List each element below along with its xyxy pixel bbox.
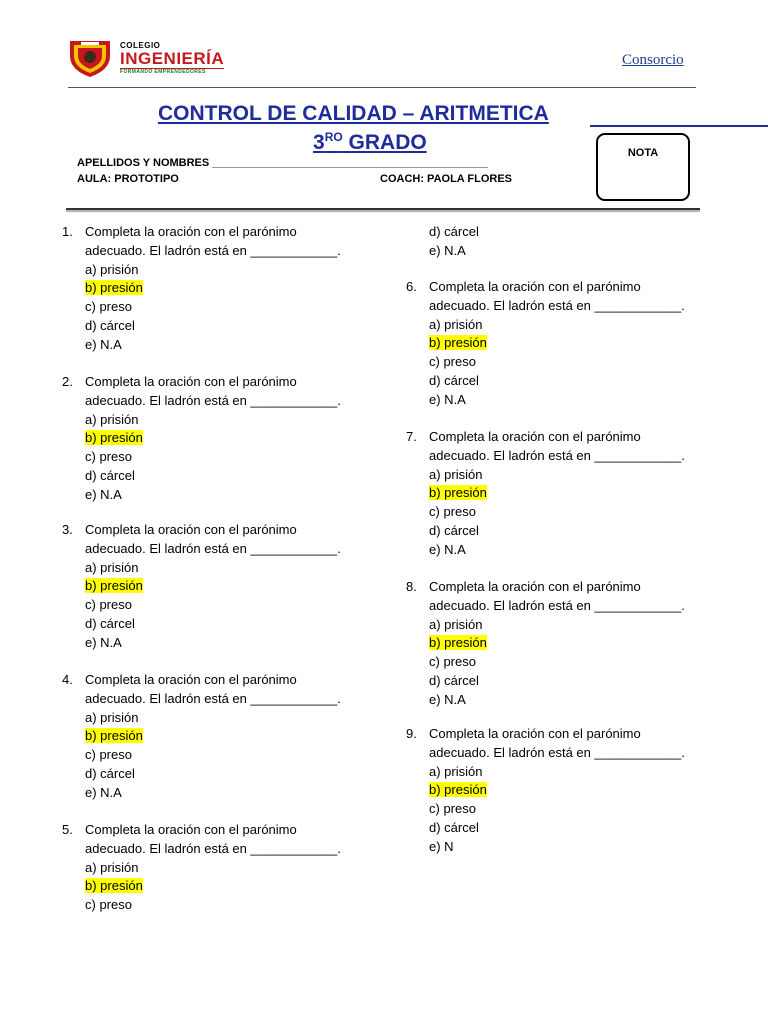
question-8 (406, 578, 726, 710)
question-text-line2: adecuado. El ladrón está en ____________. (85, 540, 341, 556)
option-c: c) preso (85, 299, 132, 315)
question-text-line2: adecuado. El ladrón está en ____________. (429, 597, 685, 613)
option-d: d) cárcel (85, 765, 135, 781)
question-text-line1: Completa la oración con el parónimo (429, 726, 641, 741)
question-text-line2: adecuado. El ladrón está en ____________. (85, 840, 341, 856)
option-e: e) N.A (429, 541, 466, 557)
aula-label: AULA: PROTOTIPO (77, 173, 179, 185)
question-text-line1: Completa la oración con el parónimo (85, 672, 297, 687)
question-text-line2: adecuado. El ladrón está en ____________. (429, 447, 685, 463)
header-divider (68, 87, 696, 88)
option-b-highlighted: b) presión (429, 335, 487, 351)
option-e: e) N (429, 838, 454, 854)
question-number: 7. (406, 429, 417, 444)
option-b-highlighted: b) presión (85, 280, 143, 296)
option-e: e) N.A (85, 634, 122, 650)
page-title: CONTROL DE CALIDAD – ARITMETICA (158, 102, 549, 125)
grade-superscript: RO (324, 130, 343, 144)
question-2 (62, 373, 382, 505)
grade-word: GRADO (342, 131, 427, 154)
option-b-highlighted: b) presión (85, 878, 143, 894)
question-number: 5. (62, 822, 73, 837)
option-d: d) cárcel (429, 224, 479, 239)
option-a: a) prisión (429, 763, 483, 779)
option-c: c) preso (85, 597, 132, 613)
option-c: c) preso (85, 897, 132, 913)
question-text-line1: Completa la oración con el parónimo (429, 579, 641, 594)
option-d: d) cárcel (85, 467, 135, 483)
question-text-line2: adecuado. El ladrón está en ____________. (429, 297, 685, 313)
question-number: 3. (62, 522, 73, 537)
option-a: a) prisión (85, 859, 139, 875)
school-shield-icon (68, 38, 112, 78)
question-5 (62, 821, 382, 915)
question-6 (406, 278, 726, 410)
option-c: c) preso (85, 747, 132, 763)
question-1 (62, 223, 382, 355)
question-text-line1: Completa la oración con el parónimo (429, 429, 641, 444)
apellidos-field: APELLIDOS Y NOMBRES _____________________________________________ (77, 157, 488, 169)
question-3 (62, 521, 382, 653)
question-text-line1: Completa la oración con el parónimo (85, 522, 297, 537)
option-b-highlighted: b) presión (429, 485, 487, 501)
logo-name: INGENIERÍA (120, 49, 225, 68)
question-number: 9. (406, 726, 417, 741)
question-text-line2: adecuado. El ladrón está en ____________. (85, 690, 341, 706)
question-number: 8. (406, 579, 417, 594)
option-c: c) preso (429, 801, 476, 817)
nota-box (596, 133, 690, 201)
option-c: c) preso (429, 654, 476, 670)
option-a: a) prisión (85, 709, 139, 725)
title-underline (590, 125, 768, 127)
question-7 (406, 428, 726, 560)
question-text-line2: adecuado. El ladrón está en ____________. (85, 242, 341, 258)
section-divider (66, 208, 700, 210)
option-e: e) N.A (429, 242, 466, 258)
question-text-line2: adecuado. El ladrón está en ____________. (429, 744, 685, 760)
option-b-highlighted: b) presión (429, 782, 487, 798)
option-a: a) prisión (85, 411, 139, 427)
logo-tagline: FORMANDO EMPRENDEDORES (120, 68, 224, 76)
option-e: e) N.A (429, 391, 466, 407)
option-b-highlighted: b) presión (85, 578, 143, 594)
question-9 (406, 725, 726, 857)
question-text-line1: Completa la oración con el parónimo (85, 374, 297, 389)
option-d: d) cárcel (429, 672, 479, 688)
option-d: d) cárcel (429, 372, 479, 388)
question-text-line1: Completa la oración con el parónimo (429, 279, 641, 294)
option-e: e) N.A (85, 784, 122, 800)
option-c: c) preso (429, 504, 476, 520)
option-d: d) cárcel (429, 819, 479, 835)
option-e: e) N.A (429, 691, 466, 707)
grade-number: 3 (313, 131, 325, 154)
option-a: a) prisión (429, 466, 483, 482)
option-b-highlighted: b) presión (429, 635, 487, 651)
coach-label: COACH: PAOLA FLORES (380, 173, 512, 185)
question-4 (62, 671, 382, 803)
logo-top-text: COLEGIO (120, 41, 161, 50)
option-a: a) prisión (429, 316, 483, 332)
option-e: e) N.A (85, 486, 122, 502)
question-text-line2: adecuado. El ladrón está en ____________. (85, 392, 341, 408)
school-logo (68, 38, 258, 78)
option-d: d) cárcel (85, 615, 135, 631)
option-d: d) cárcel (429, 522, 479, 538)
question-text-line1: Completa la oración con el parónimo (85, 224, 297, 239)
option-a: a) prisión (85, 261, 139, 277)
grade-heading (313, 130, 427, 155)
question-number: 2. (62, 374, 73, 389)
option-c: c) preso (85, 449, 132, 465)
option-b-highlighted: b) presión (85, 430, 143, 446)
consorcio-link[interactable]: Consorcio (622, 52, 684, 68)
question-5-continued (406, 223, 726, 261)
question-number: 6. (406, 279, 417, 294)
question-number: 1. (62, 224, 73, 239)
nota-label: NOTA (627, 147, 659, 159)
option-c: c) preso (429, 354, 476, 370)
question-text-line1: Completa la oración con el parónimo (85, 822, 297, 837)
option-d: d) cárcel (85, 317, 135, 333)
option-a: a) prisión (85, 559, 139, 575)
option-e: e) N.A (85, 336, 122, 352)
question-number: 4. (62, 672, 73, 687)
option-b-highlighted: b) presión (85, 728, 143, 744)
option-a: a) prisión (429, 616, 483, 632)
